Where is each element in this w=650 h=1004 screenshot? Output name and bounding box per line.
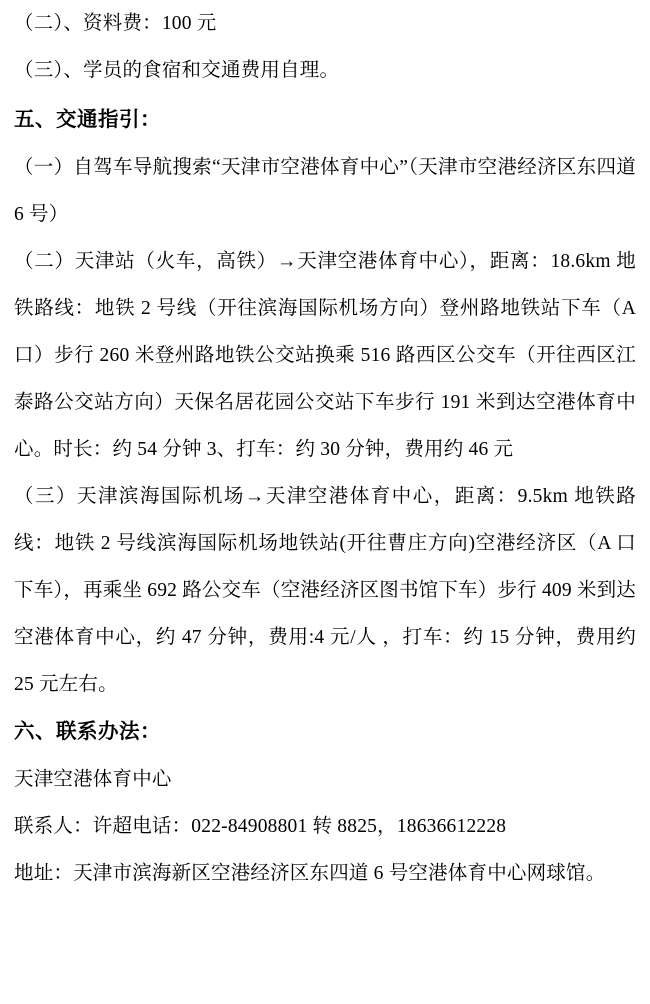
transport-item-2-paragraph: （二）天津站（火车，高铁）→天津空港体育中心），距离：18.6km 地铁路线：地铁 2 号线（开往滨海国际机场方向）登州路地铁站下车（A 口）步行 260 米登州路地铁公交站换乘 516 路西区公交车（开往西区江泰路公交站方向）天保名居花园公交站下车步行 191 米到达空港体育中心。时长：约 54 分钟 3、打车：约 30 分钟，费用约 46 元 xyxy=(14,251,642,460)
contact-address-paragraph: 地址：天津市滨海新区空港经济区东四道 6 号空港体育中心网球馆。 xyxy=(14,863,606,884)
contact-organization-paragraph: 天津空港体育中心 xyxy=(14,769,172,790)
fee-item-3-paragraph: （三）、学员的食宿和交通费用自理。 xyxy=(14,60,340,81)
section-5-heading: 五、交通指引： xyxy=(14,109,161,131)
contact-person-paragraph: 联系人：许超电话：022-84908801 转 8825，18636612228 xyxy=(14,816,507,837)
fee-item-2-paragraph: （二）、资料费：100 元 xyxy=(14,13,217,34)
transport-item-3-paragraph: （三）天津滨海国际机场→天津空港体育中心，距离：9.5km 地铁路线：地铁 2 号线滨海国际机场地铁站(开往曹庄方向)空港经济区（A 口下车），再乘坐 692 路公交车（空港经济区图书馆下车）步行 409 米到达空港体育中心，约 47 分钟，费用:4 元/人 ，打车：约 15 分钟，费用约 25 元左右。 xyxy=(14,486,642,695)
section-6-heading: 六、联系办法： xyxy=(14,721,161,743)
transport-item-1-paragraph: （一）自驾车导航搜索“天津市空港体育中心”（天津市空港经济区东四道 6 号） xyxy=(14,157,642,225)
